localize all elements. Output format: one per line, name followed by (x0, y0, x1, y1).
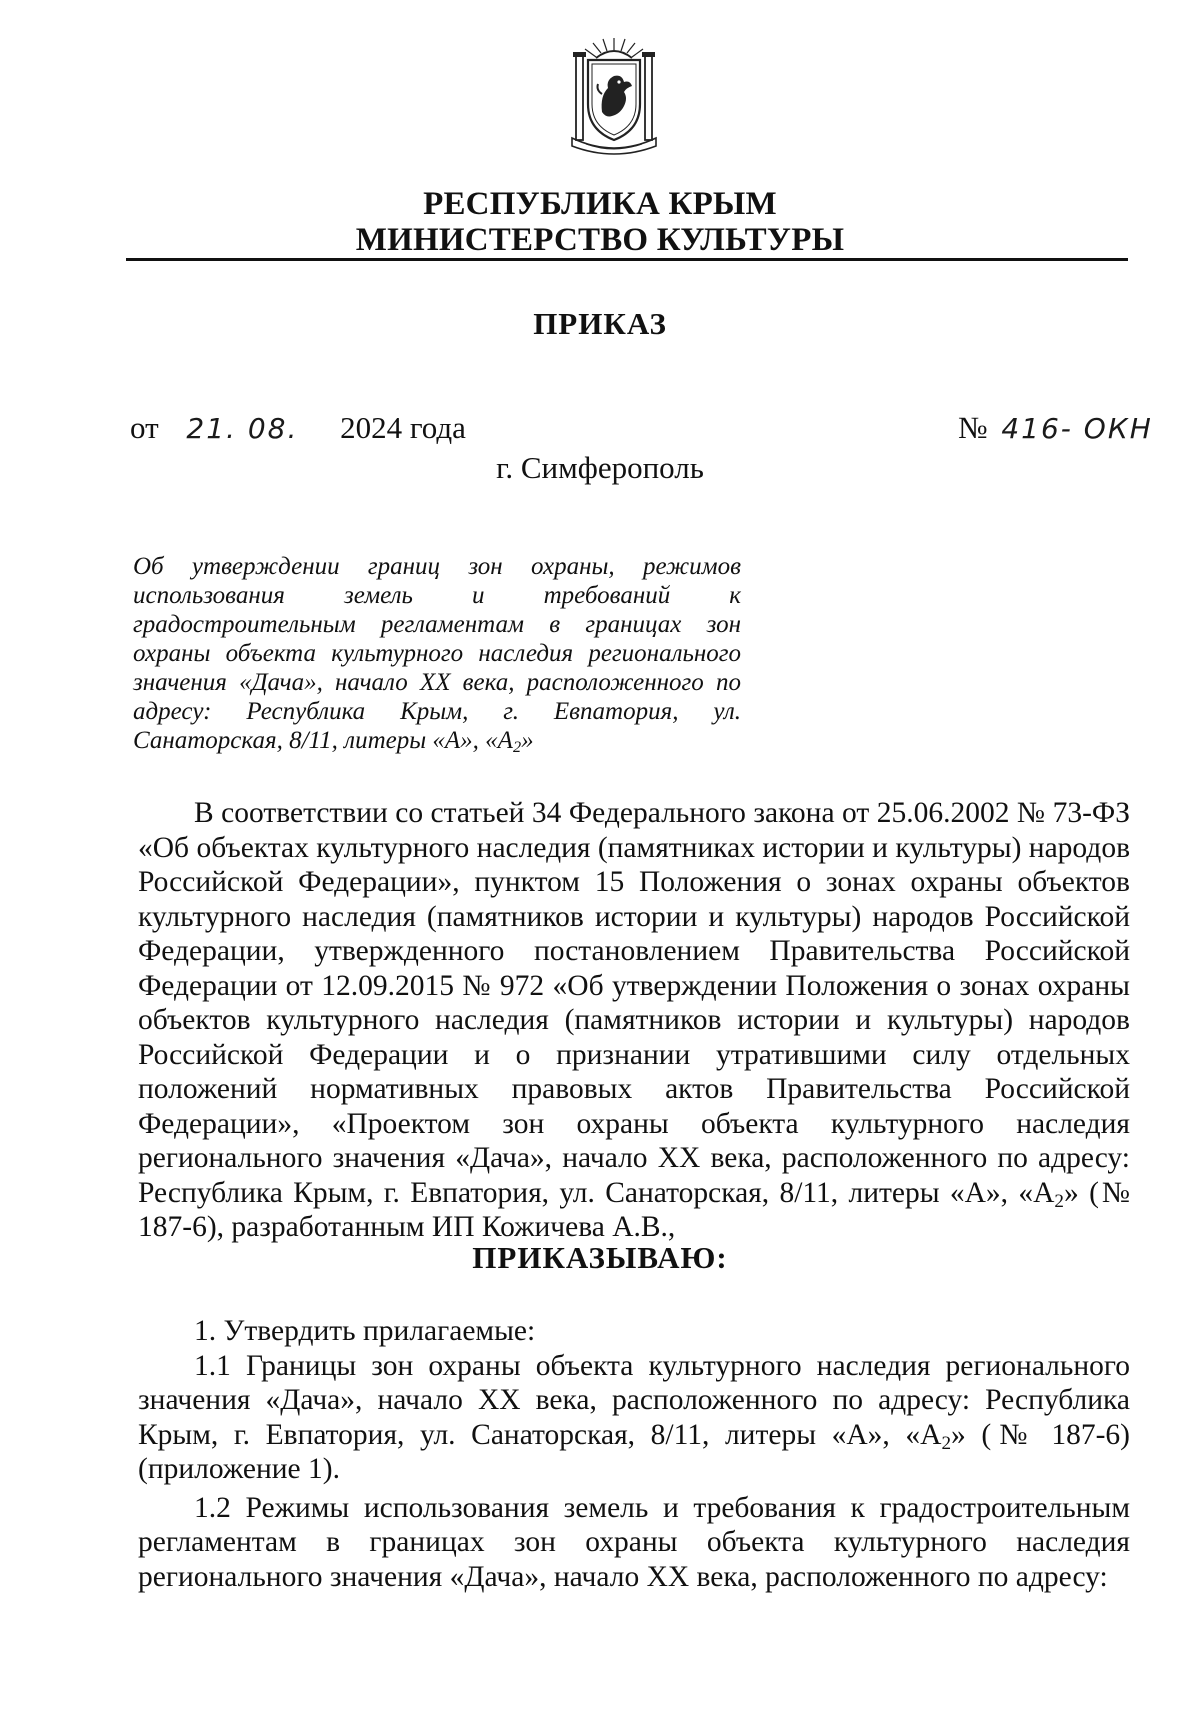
preamble-text-end: » (№ 187-6), разработанным ИП Кожичева А.В., (138, 1176, 1130, 1243)
order-number (958, 410, 1153, 447)
subject-subscript: 2 (512, 738, 522, 757)
subject-text-end: » (521, 727, 534, 754)
date-prefix: от (130, 410, 159, 445)
order-date (130, 410, 466, 447)
item-1-1-text-end: » (№ 187-6) (приложение 1). (138, 1418, 1130, 1485)
number-handwritten: 416- ОКН (1001, 412, 1153, 445)
date-handwritten: 21. 08. (186, 412, 299, 445)
republic-heading: РЕСПУБЛИКА КРЫМ (423, 186, 777, 222)
number-prefix: № (958, 410, 988, 445)
item-1-2: 1.2 Режимы использования земель и требования к градостроительным регламентам в границах зон охраны объекта культурного наследия регионального значения «Дача», начало XX века, расположенного по адресу: (138, 1491, 1130, 1593)
header-divider (126, 258, 1128, 261)
preamble-paragraph (138, 796, 1130, 1245)
subject-text: Об утверждении границ зон охраны, режимов использования земель и требований к градостроительным регламентам в границах зон охраны объекта культурного наследия регионального значения «Дача», начало XX века, расположенного по адресу: Республика Крым, г. Евпатория, ул. Санаторская, 8/11, литеры «А», «А (133, 553, 741, 754)
item-1-1-text: 1.1 Границы зон охраны объекта культурного наследия регионального значения «Дача», начало XX века, расположенного по адресу: Республика Крым, г. Евпатория, ул. Санаторская, 8/11, литеры «А», «А (138, 1349, 1130, 1451)
preamble-subscript: 2 (1054, 1190, 1064, 1212)
order-year: 2024 года (340, 410, 466, 445)
item-1-1-subscript: 2 (941, 1432, 952, 1454)
item-1: 1. Утвердить прилагаемые: (194, 1315, 536, 1347)
ministry-heading: МИНИСТЕРСТВО КУЛЬТУРЫ (355, 222, 845, 258)
command-heading: ПРИКАЗЫВАЮ: (472, 1240, 728, 1275)
order-subject (133, 552, 741, 755)
preamble-text: В соответствии со статьей 34 Федерального закона от 25.06.2002 № 73-ФЗ «Об объектах культурного наследия (памятниках истории и культуры) народов Российской Федерации», пунктом 15 Положения о зонах охраны объектов культурного наследия (памятников истории и культуры) народов Российской Федерации, утвержденного постановлением Правительства Российской Федерации от 12.09.2015 № 972 «Об утверждении Положения о зонах охраны объектов культурного наследия (памятников истории и культуры) народов Российской Федерации и о признании утратившими силу отдельных положений нормативных правовых актов Правительства Российской Федерации», «Проектом зон охраны объекта культурного наследия регионального значения «Дача», начало XX века, расположенного по адресу: Республика Крым, г. Евпатория, ул. Санаторская, 8/11, литеры «А», «А (138, 797, 1130, 1209)
order-title: ПРИКАЗ (533, 306, 667, 341)
order-items (138, 1314, 1130, 1594)
crimea-coat-of-arms-emblem (562, 34, 666, 158)
item-1-1 (138, 1349, 1130, 1487)
city: г. Симферополь (496, 450, 704, 485)
